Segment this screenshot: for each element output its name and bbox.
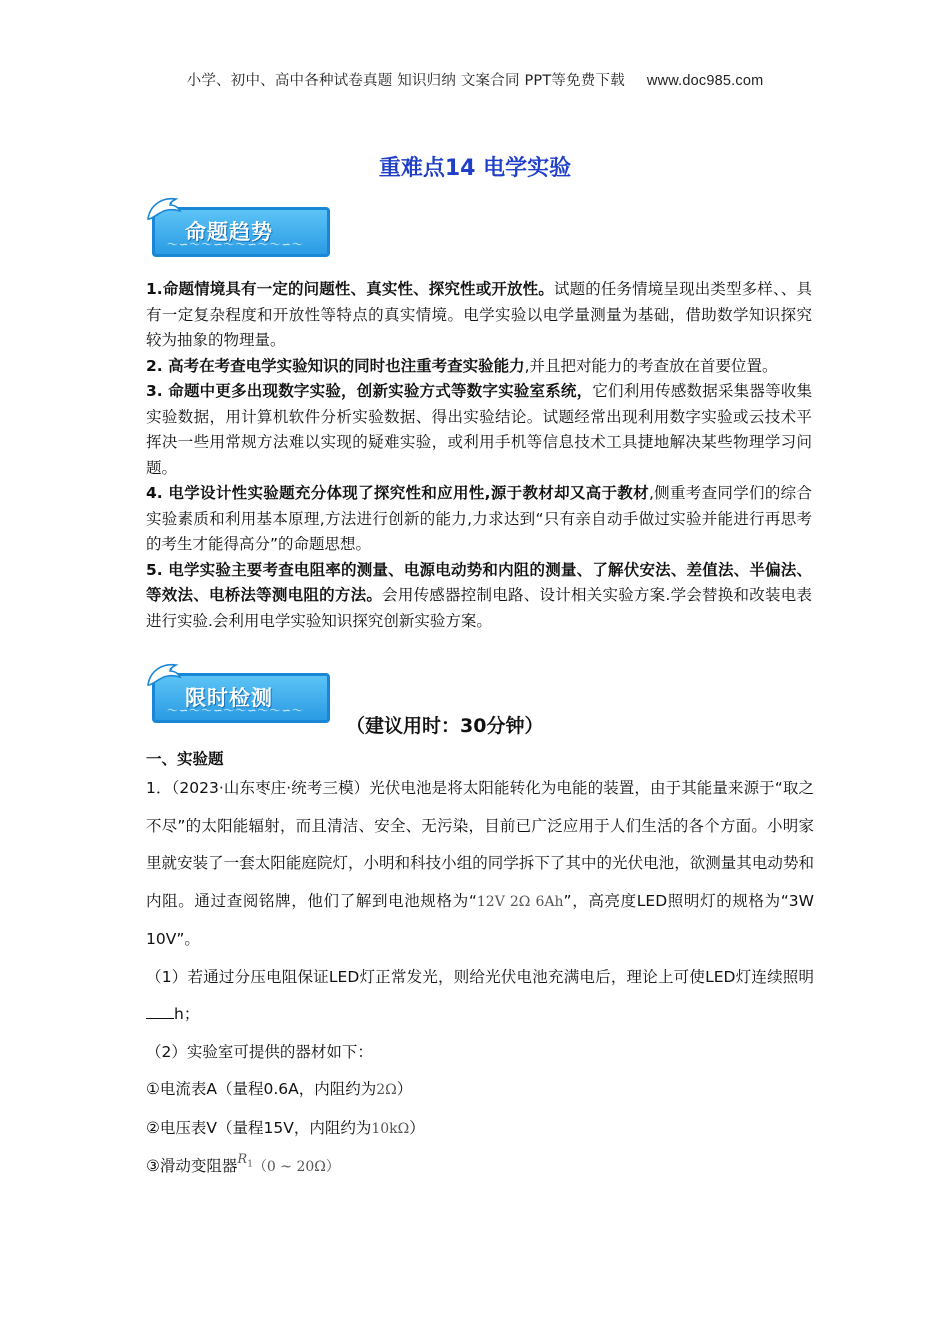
battery-spec: 12V 2Ω 6Ah [476,893,564,910]
wave-decoration: ～∽～～∽～～∽～～∽～ [167,704,304,717]
sub-question-1: （1）若通过分压电阻保证LED灯正常发光，则给光伏电池充满电后，理论上可使LED灯连续照明h； [146,967,814,1023]
question-1 [146,770,814,1192]
dolphin-icon [144,193,184,227]
banner-trend [146,197,336,259]
trend-list [146,277,812,634]
trend-item: 3. 命题中更多出现数字实验，创新实验方式等数字实验室系统，它们利用传感数据采集器等收集实验数据，用计算机软件分析实验数据、得出实验结论。试题经常出现利用数字实验或云技术平挥决一些用常规方法难以实现的疑难实验，或利用手机等信息技术工具捷地解决某些物理学习问题。 [146,382,812,477]
time-hint: （建议用时：30分钟） [346,715,544,737]
banner-timed-test [146,663,336,725]
trend-item: 2. 高考在考查电学实验知识的同时也注重考查实验能力,并且把对能力的考查放在首要位置。 [146,356,778,375]
dolphin-icon [144,659,184,693]
equipment-item: ③滑动变阻器$^{R_1}$（0 ~ 20Ω） [146,1152,340,1175]
section-heading: 一、实验题 [146,750,224,768]
header-text: 小学、初中、高中各种试卷真题 知识归纳 文案合同 PPT等免费下载 [186,73,625,89]
wave-decoration: ～∽～～∽～～∽～～∽～ [167,238,304,251]
header-site[interactable]: www.doc985.com [646,73,764,89]
page-title: 重难点14 电学实验 [378,156,572,181]
page-header [0,69,950,90]
sub-question-2: （2）实验室可提供的器材如下： [146,1042,373,1061]
equipment-item: ①电流表A（量程0.6A，内阻约为2Ω） [146,1080,413,1098]
resistor-symbol: R1 [237,1152,253,1170]
banner-label: 限时检测 [185,686,273,710]
trend-item: 5. 电学实验主要考查电阻率的测量、电源电动势和内阻的测量、了解伏安法、差值法、半偏法、等效法、电桥法等测电阻的方法。会用传感器控制电路、设计相关实验方案.学会替换和改装电表进行实验.会利用电学实验知识探究创新实验方案。 [146,560,812,630]
trend-item: 4. 电学设计性实验题充分体现了探究性和应用性,源于教材却又高于教材,侧重考查同学们的综合实验素质和利用基本原理,方法进行创新的能力,力求达到“只有亲自动手做过实验并能进行再思考的考生才能得高分”的命题思想。 [146,484,812,553]
question-intro: 1．（2023·山东枣庄·统考三模）光伏电池是将太阳能转化为电能的装置，由于其能量来源于“取之不尽”的太阳能辐射，而且清洁、安全、无污染，目前已广泛应用于人们生活的各个方面。小明家里就安装了一套太阳能庭院灯，小明和科技小组的同学拆下了其中的光伏电池，欲测量其电动势和内阻。通过查阅铭牌，他们了解到电池规格为“12V 2Ω 6Ah”，高亮度LED照明灯的规格为“3W 10V”。 [146,779,814,948]
banner-label: 命题趋势 [185,220,273,244]
equipment-item: ②电压表V（量程15V，内阻约为10kΩ） [146,1118,425,1137]
answer-blank[interactable] [146,1002,174,1019]
trend-item: 1.命题情境具有一定的问题性、真实性、探究性或开放性。试题的任务情境呈现出类型多样、、具有一定复杂程度和开放性等特点的真实情境。电学实验以电学量测量为基础，借助数学知识探究较为抽象的物理量。 [146,280,812,349]
